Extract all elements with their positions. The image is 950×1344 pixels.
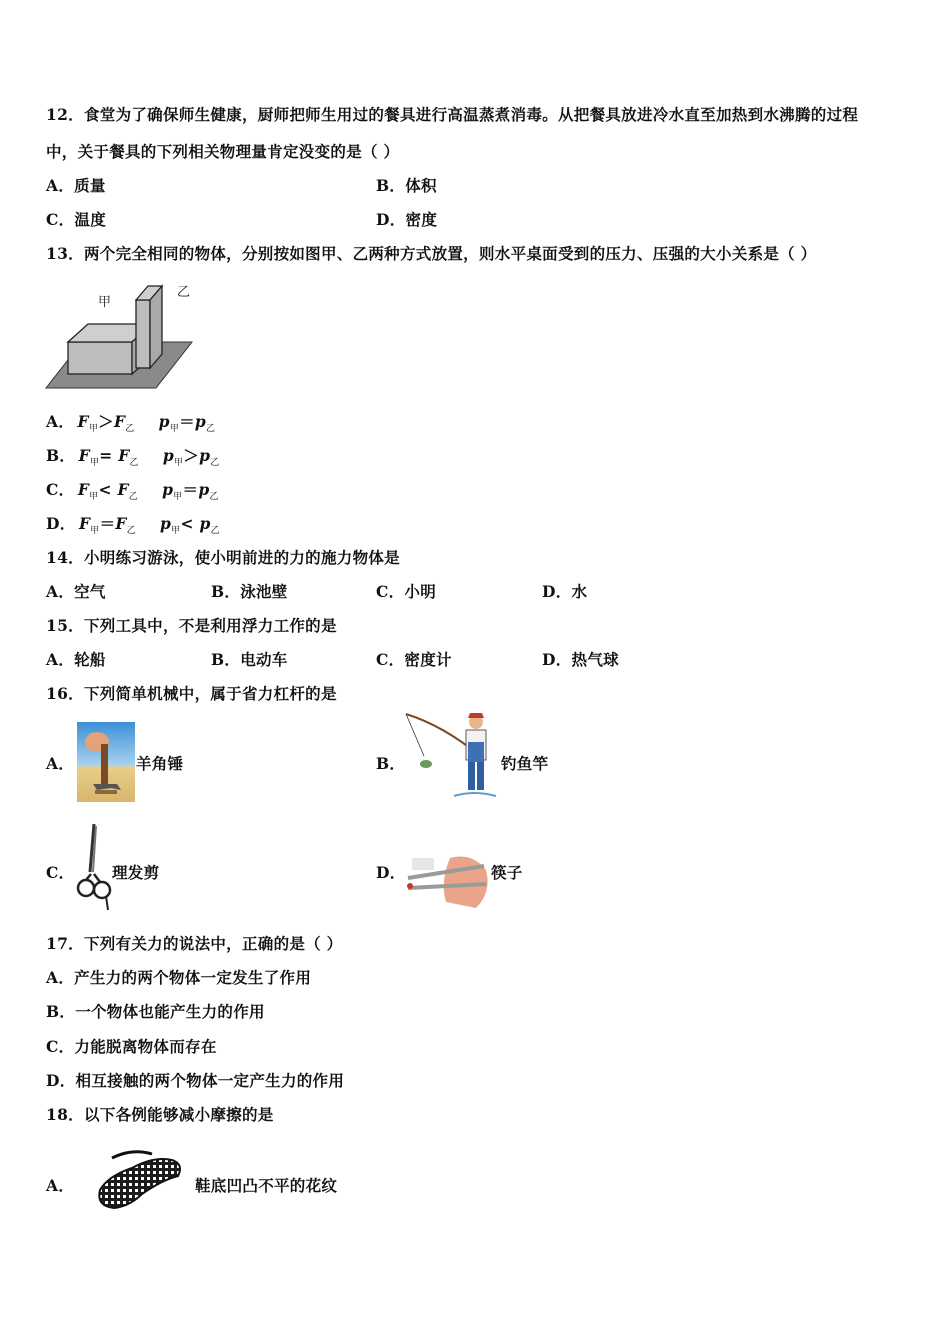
- shoe-sole-icon: [92, 1146, 184, 1212]
- q17-option-c: C．力能脱离物体而存在: [46, 1037, 217, 1056]
- label-yi: 乙: [177, 285, 191, 300]
- q17-option-b: B．一个物体也能产生力的作用: [46, 1002, 265, 1021]
- label-jia: 甲: [98, 295, 112, 310]
- q13-option-d: D． $F_甲=F_乙$ $p_甲< p_乙$: [46, 514, 220, 537]
- q14-option-a: A．空气: [46, 582, 106, 601]
- q16-option-a-letter: A．: [46, 754, 75, 773]
- q14-option-d: D．水: [542, 582, 588, 601]
- q16-stem: 16．下列简单机械中，属于省力杠杆的是: [46, 684, 337, 703]
- q15-option-b: B．电动车: [211, 650, 288, 669]
- q12-option-a: A．质量: [46, 176, 106, 195]
- box-yi-icon: [136, 286, 162, 368]
- q12-option-b: B．体积: [376, 176, 437, 195]
- q13-option-c: C． $F_甲< F_乙$ $p_甲=p_乙$: [46, 480, 219, 503]
- q18-option-a-text: 鞋底凹凸不平的花纹: [195, 1176, 338, 1195]
- q16-option-a-text: 羊角锤: [136, 754, 184, 773]
- chopsticks-icon: [406, 852, 492, 912]
- q14-option-c: C．小明: [376, 582, 437, 601]
- q12-option-c: C．温度: [46, 210, 107, 229]
- q18-stem: 18．以下各例能够减小摩擦的是: [46, 1105, 274, 1124]
- fishing-rod-icon: [404, 712, 502, 804]
- q15-option-c: C．密度计: [376, 650, 452, 669]
- claw-hammer-icon: [77, 722, 135, 802]
- q14-option-b: B．泳池壁: [211, 582, 288, 601]
- q17-stem: 17．下列有关力的说法中，正确的是（ ）: [46, 934, 343, 953]
- scissors-icon: [76, 822, 112, 914]
- q12-stem-line2: 中，关于餐具的下列相关物理量肯定没变的是（ ）: [46, 142, 400, 161]
- q16-option-b-letter: B．: [376, 754, 406, 773]
- q17-option-d: D．相互接触的两个物体一定产生力的作用: [46, 1071, 345, 1090]
- q16-option-c-text: 理发剪: [112, 863, 160, 882]
- q18-option-a-letter: A．: [46, 1176, 75, 1195]
- q17-option-a: A．产生力的两个物体一定发生了作用: [46, 968, 312, 987]
- q16-option-d-letter: D．: [376, 863, 406, 882]
- q16-option-d-text: 筷子: [491, 863, 523, 882]
- q12-stem-line1: 12．食堂为了确保师生健康，厨师把师生用过的餐具进行高温蒸煮消毒。从把餐具放进冷水直至加热到水沸腾的过程: [46, 105, 859, 124]
- q13-figure-boxes: [44, 282, 196, 392]
- q13-option-a: A． $F_甲>F_乙$ $p_甲=p_乙$: [46, 412, 216, 435]
- q13-stem: 13．两个完全相同的物体，分别按如图甲、乙两种方式放置，则水平桌面受到的压力、压强的大小关系是（ ）: [46, 244, 817, 263]
- q12-option-d: D．密度: [376, 210, 438, 229]
- q16-option-c-letter: C．: [46, 863, 75, 882]
- q16-option-b-text: 钓鱼竿: [501, 754, 549, 773]
- q15-option-a: A．轮船: [46, 650, 106, 669]
- q14-stem: 14．小明练习游泳，使小明前进的力的施力物体是: [46, 548, 400, 567]
- q15-option-d: D．热气球: [542, 650, 619, 669]
- q13-option-b: B． $F_甲= F_乙$ $p_甲>p_乙$: [46, 446, 220, 469]
- q15-stem: 15．下列工具中，不是利用浮力工作的是: [46, 616, 337, 635]
